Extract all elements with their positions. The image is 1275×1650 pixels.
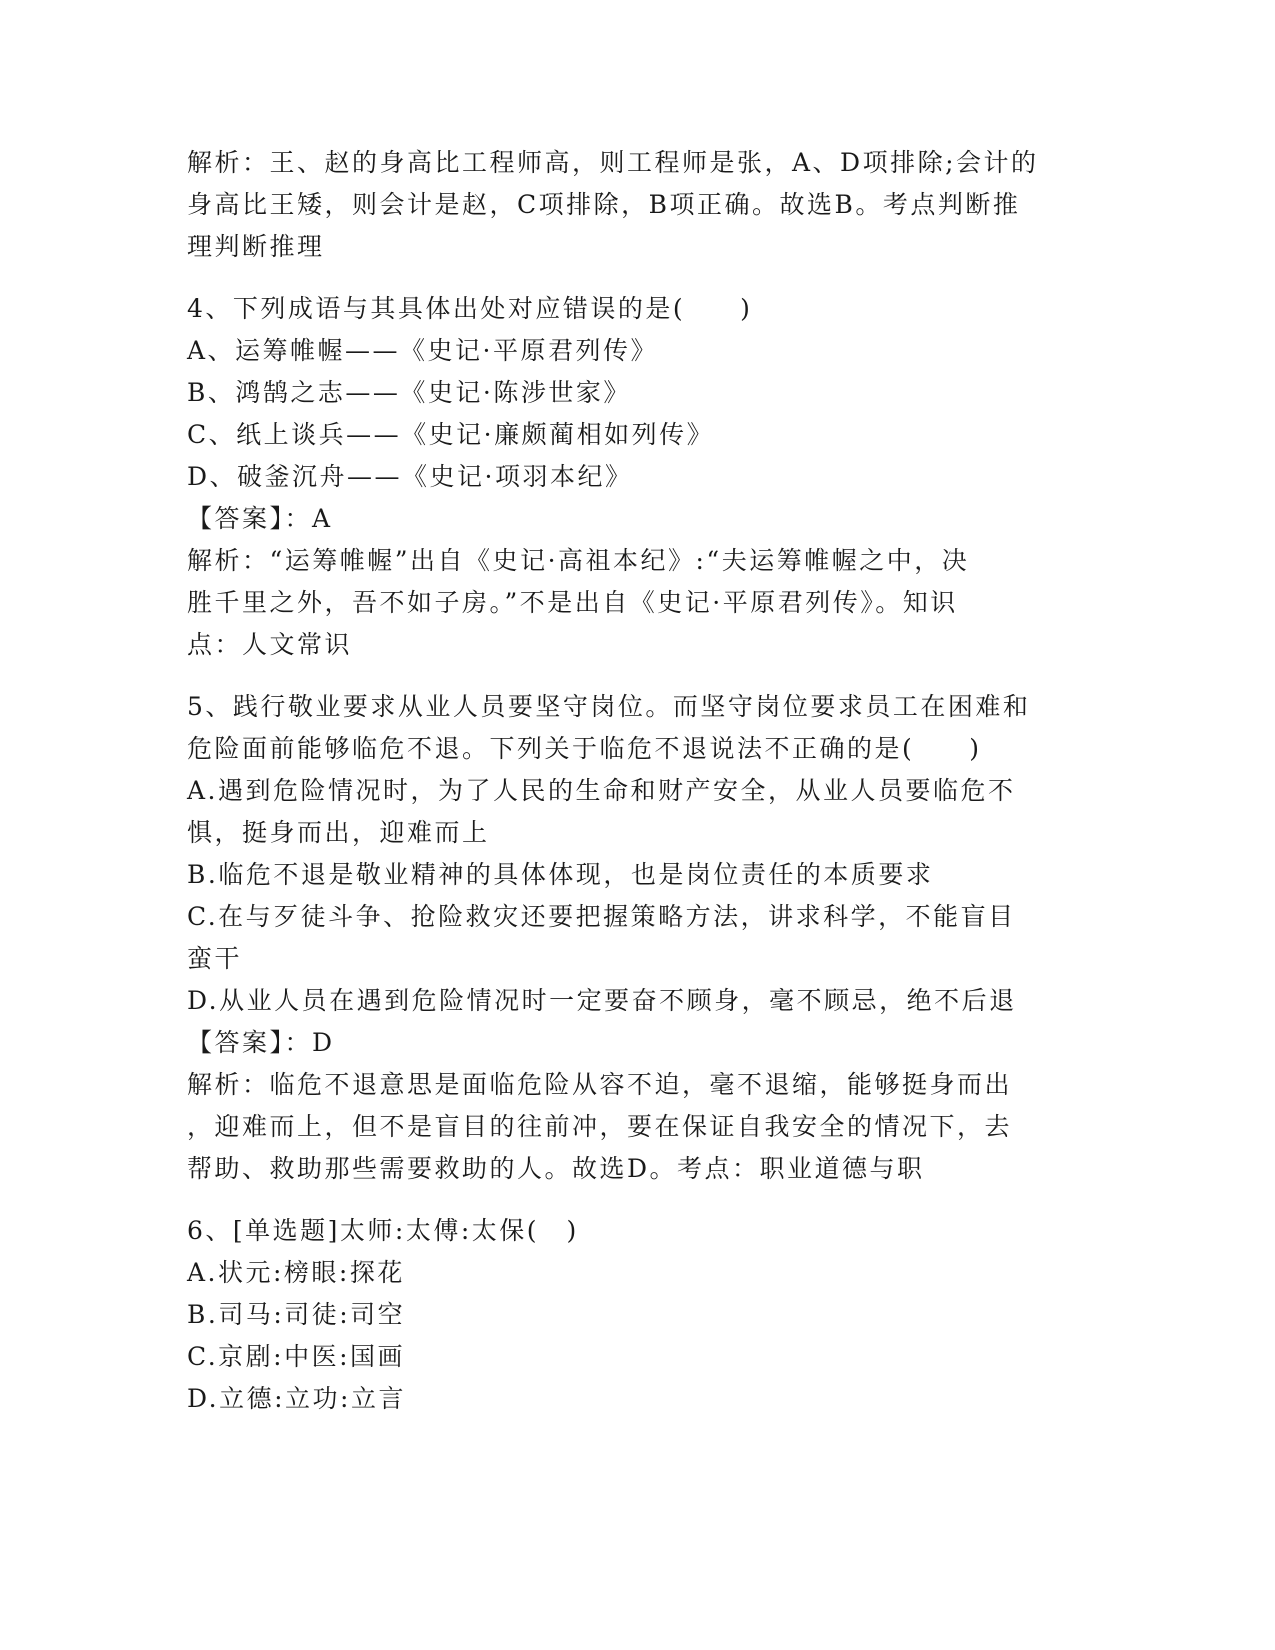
q5-analysis-line: 帮助、救助那些需要救助的人。故选D。考点：职业道德与职 [187,1154,925,1183]
q4-option-c: C、纸上谈兵——《史记·廉颇蔺相如列传》 [187,420,715,449]
q6-option-b: B.司马:司徒:司空 [187,1300,406,1329]
q6-option-a: A.状元:榜眼:探花 [187,1258,405,1287]
q4-answer: 【答案】：A [187,504,333,533]
q3-analysis-line: 解析：王、赵的身高比工程师高，则工程师是张，A、D项排除;会计的 [187,148,1039,177]
q6-question: 6、[单选题]太师:太傅:太保( ) [187,1216,579,1245]
q5-option-line: A.遇到危险情况时，为了人民的生命和财产安全，从业人员要临危不 [187,776,1016,805]
spacer [187,666,1067,686]
q5-analysis-line: 解析：临危不退意思是面临危险从容不迫，毫不退缩，能够挺身而出 [187,1070,1013,1099]
q4-question: 4、下列成语与其具体出处对应错误的是( ) [187,294,753,323]
q3-analysis-line: 理判断推理 [187,232,325,261]
q3-block [187,142,1067,268]
q6-option-c: C.京剧:中医:国画 [187,1342,406,1371]
q4-analysis-line: 解析：“运筹帷幄”出自《史记·高祖本纪》:“夫运筹帷幄之中，决 [187,546,970,575]
q4-option-a: A、运筹帷幄——《史记·平原君列传》 [187,336,659,365]
q4-analysis-line: 胜千里之外，吾不如子房。”不是出自《史记·平原君列传》。知识 [187,588,958,617]
q5-option-line: C.在与歹徒斗争、抢险救灾还要把握策略方法，讲求科学，不能盲目 [187,902,1016,931]
q5-analysis-line: ，迎难而上，但不是盲目的往前冲，要在保证自我安全的情况下，去 [187,1112,1013,1141]
q6-option-d: D.立德:立功:立言 [187,1384,406,1413]
q5-option-line: D.从业人员在遇到危险情况时一定要奋不顾身，毫不顾忌，绝不后退 [187,986,1017,1015]
q5-option-line: B.临危不退是敬业精神的具体体现，也是岗位责任的本质要求 [187,860,934,889]
q5-answer: 【答案】：D [187,1028,335,1057]
q5-option-line: 惧，挺身而出，迎难而上 [187,818,490,847]
q3-analysis-line: 身高比王矮，则会计是赵，C项排除，B项正确。故选B。考点判断推 [187,190,1021,219]
document-content [187,142,1067,1420]
q5-question-line: 5、践行敬业要求从业人员要坚守岗位。而坚守岗位要求员工在困难和 [187,692,1031,721]
spacer [187,268,1067,288]
q5-block [187,686,1067,1190]
q6-block [187,1210,1067,1420]
q4-option-b: B、鸿鹄之志——《史记·陈涉世家》 [187,378,631,407]
q5-question-line: 危险面前能够临危不退。下列关于临危不退说法不正确的是( ) [187,734,982,763]
spacer [187,1190,1067,1210]
q4-block [187,288,1067,666]
q4-option-d: D、破釜沉舟——《史记·项羽本纪》 [187,462,633,491]
q4-analysis-line: 点：人文常识 [187,630,353,659]
q5-option-line: 蛮干 [187,944,243,973]
